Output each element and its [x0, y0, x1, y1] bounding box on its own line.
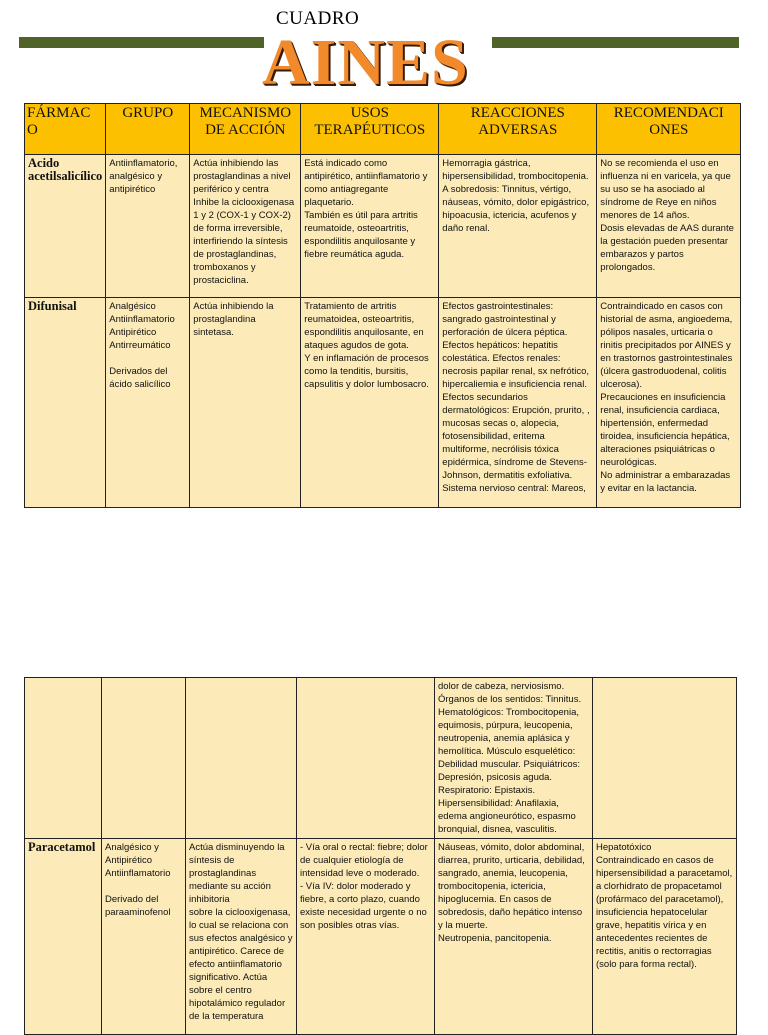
recommendations-cell: Contraindicado en casos con historial de asma, angioedema, pólipos nasales, urticaria o rinitis precipitados por AINES y en trastornos gastrointestinales (úlcera gastroduodenal, colitis ulcerosa). Precauciones en insuficiencia renal, insuficiencia cardiaca, hipertensión, enfermedad tiroidea, insuficiencia hepática, alteraciones psiquiátricas o neurológicas. No administrar a embarazadas y evitar en la lactancia.: [597, 298, 741, 508]
mechanism-cell: Actúa inhibiendo las prostaglandinas a nivel periférico y centra Inhibe la ciclooxigenasa 1 y 2 (COX-1 y COX-2) de forma irreversible, interfiriendo la síntesis de prostaglandinas, tromboxanos y prostaciclina.: [190, 155, 301, 298]
header-mecanismo: MECANISMO DE ACCIÓN: [190, 104, 301, 155]
adverse-cell: Náuseas, vómito, dolor abdominal, diarrea, prurito, urticaria, debilidad, sangrado, anemia, leucopenia, trombocitopenia, ictericia, hipoglucemia. En casos de sobredosis, daño hepático intenso y la muerte. Neutropenia, pancitopenia.: [435, 839, 593, 1035]
header-usos: USOS TERAPÉUTICOS: [301, 104, 439, 155]
group-cell: Analgésico y Antipirético Antiinflamatorio Derivado del paraaminofenol: [102, 839, 186, 1035]
recommendations-cell: Hepatotóxico Contraindicado en casos de hipersensibilidad a paracetamol, a clorhidrato de propacetamol (profármaco del paracetamol), insuficiencia hepatocelular grave, hepatitis vírica y en antecedentes recientes de rectitis, anitis o rectorragias (solo para forma rectal).: [593, 839, 737, 1035]
table-header-row: [25, 104, 741, 155]
header-recomendaciones: RECOMENDACI ONES: [597, 104, 741, 155]
aines-table: [24, 103, 741, 508]
header-grupo: GRUPO: [106, 104, 190, 155]
group-cell: [102, 678, 186, 839]
cuadro-label: CUADRO: [276, 8, 360, 29]
group-cell: Antiinflamatorio, analgésico y antipirético: [106, 155, 190, 298]
aines-table-continued: [24, 677, 737, 1035]
table-row: [25, 155, 741, 298]
drug-name: Acido acetilsalicílico: [25, 155, 106, 298]
group-cell: Analgésico Antiinflamatorio Antipirético Antirreumático Derivados del ácido salicílico: [106, 298, 190, 508]
adverse-cell: Efectos gastrointestinales: sangrado gastrointestinal y perforación de úlcera péptica. Efectos hepáticos: hepatitis colestática. Efectos renales: necrosis papilar renal, sx nefrótico, hipercaliemia e insuficiencia renal. Efectos secundarios dermatológicos: Erupción, prurito, , mucosas secas o, alopecia, fotosensibilidad, eritema multiforme, necrólisis tóxica epidérmica, síndrome de Stevens-Johnson, dermatitis exfoliativa. Sistema nervioso central: Mareos,: [439, 298, 597, 508]
mechanism-cell: Actúa disminuyendo la síntesis de prostaglandinas mediante su acción inhibitoria sobre la ciclooxigenasa, lo cual se relaciona con sus efectos analgésico y antipirético. Carece de efecto antiinflamatorio significativo. Actúa sobre el centro hipotalámico regulador de la temperatura: [186, 839, 297, 1035]
header-farmaco: FÁRMAC O: [25, 104, 106, 155]
mechanism-cell: Actúa inhibiendo la prostaglandina sintetasa.: [190, 298, 301, 508]
adverse-cell: dolor de cabeza, nerviosismo. Órganos de los sentidos: Tinnitus. Hematológicos: Trombocitopenia, equimosis, púrpura, leucopenia, neutropenia, anemia aplásica y hemolítica. Músculo esquelético: Debilidad muscular. Psiquiátricos: Depresión, psicosis aguda. Respiratorio: Epistaxis. Hipersensibilidad: Anafilaxia, edema angioneurótico, espasmo bronquial, disnea, vasculitis.: [435, 678, 593, 839]
drug-name: Difunisal: [25, 298, 106, 508]
decorative-bar-right: [492, 37, 739, 48]
uses-cell: - Vía oral o rectal: fiebre; dolor de cualquier etiología de intensidad leve o moderado. - Vía IV: dolor moderado y fiebre, a corto plazo, cuando existe necesidad urgente o no son posibles otras vías.: [297, 839, 435, 1035]
table-row: [25, 839, 737, 1035]
adverse-cell: Hemorragia gástrica, hipersensibilidad, trombocitopenia. A sobredosis: Tinnitus, vértigo, náuseas, vómito, dolor epigástrico, hipoacusia, ictericia, acufenos y daño renal.: [439, 155, 597, 298]
page-title: AINES: [262, 26, 469, 99]
drug-name: [25, 678, 102, 839]
header-reacciones: REACCIONES ADVERSAS: [439, 104, 597, 155]
uses-cell: Está indicado como antipirético, antiinflamatorio y como antiagregante plaquetario. También es útil para artritis reumatoide, osteoartritis, espondilitis anquilosante y fiebre reumática aguda.: [301, 155, 439, 298]
mechanism-cell: [186, 678, 297, 839]
table-row: [25, 678, 737, 839]
recommendations-cell: No se recomienda el uso en influenza ni en varicela, ya que su uso se ha asociado al síndrome de Reye en niños menores de 14 años. Dosis elevadas de AAS durante la gestación pueden presentar embarazos y partos prolongados.: [597, 155, 741, 298]
recommendations-cell: [593, 678, 737, 839]
drug-name: Paracetamol: [25, 839, 102, 1035]
table-row: [25, 298, 741, 508]
decorative-bar-left: [19, 37, 264, 48]
uses-cell: Tratamiento de artritis reumatoidea, osteoartritis, espondilitis anquilosante, en ataques agudos de gota. Y en inflamación de procesos como la tenditis, bursitis, capsulitis y dolor lumbosacro.: [301, 298, 439, 508]
uses-cell: [297, 678, 435, 839]
